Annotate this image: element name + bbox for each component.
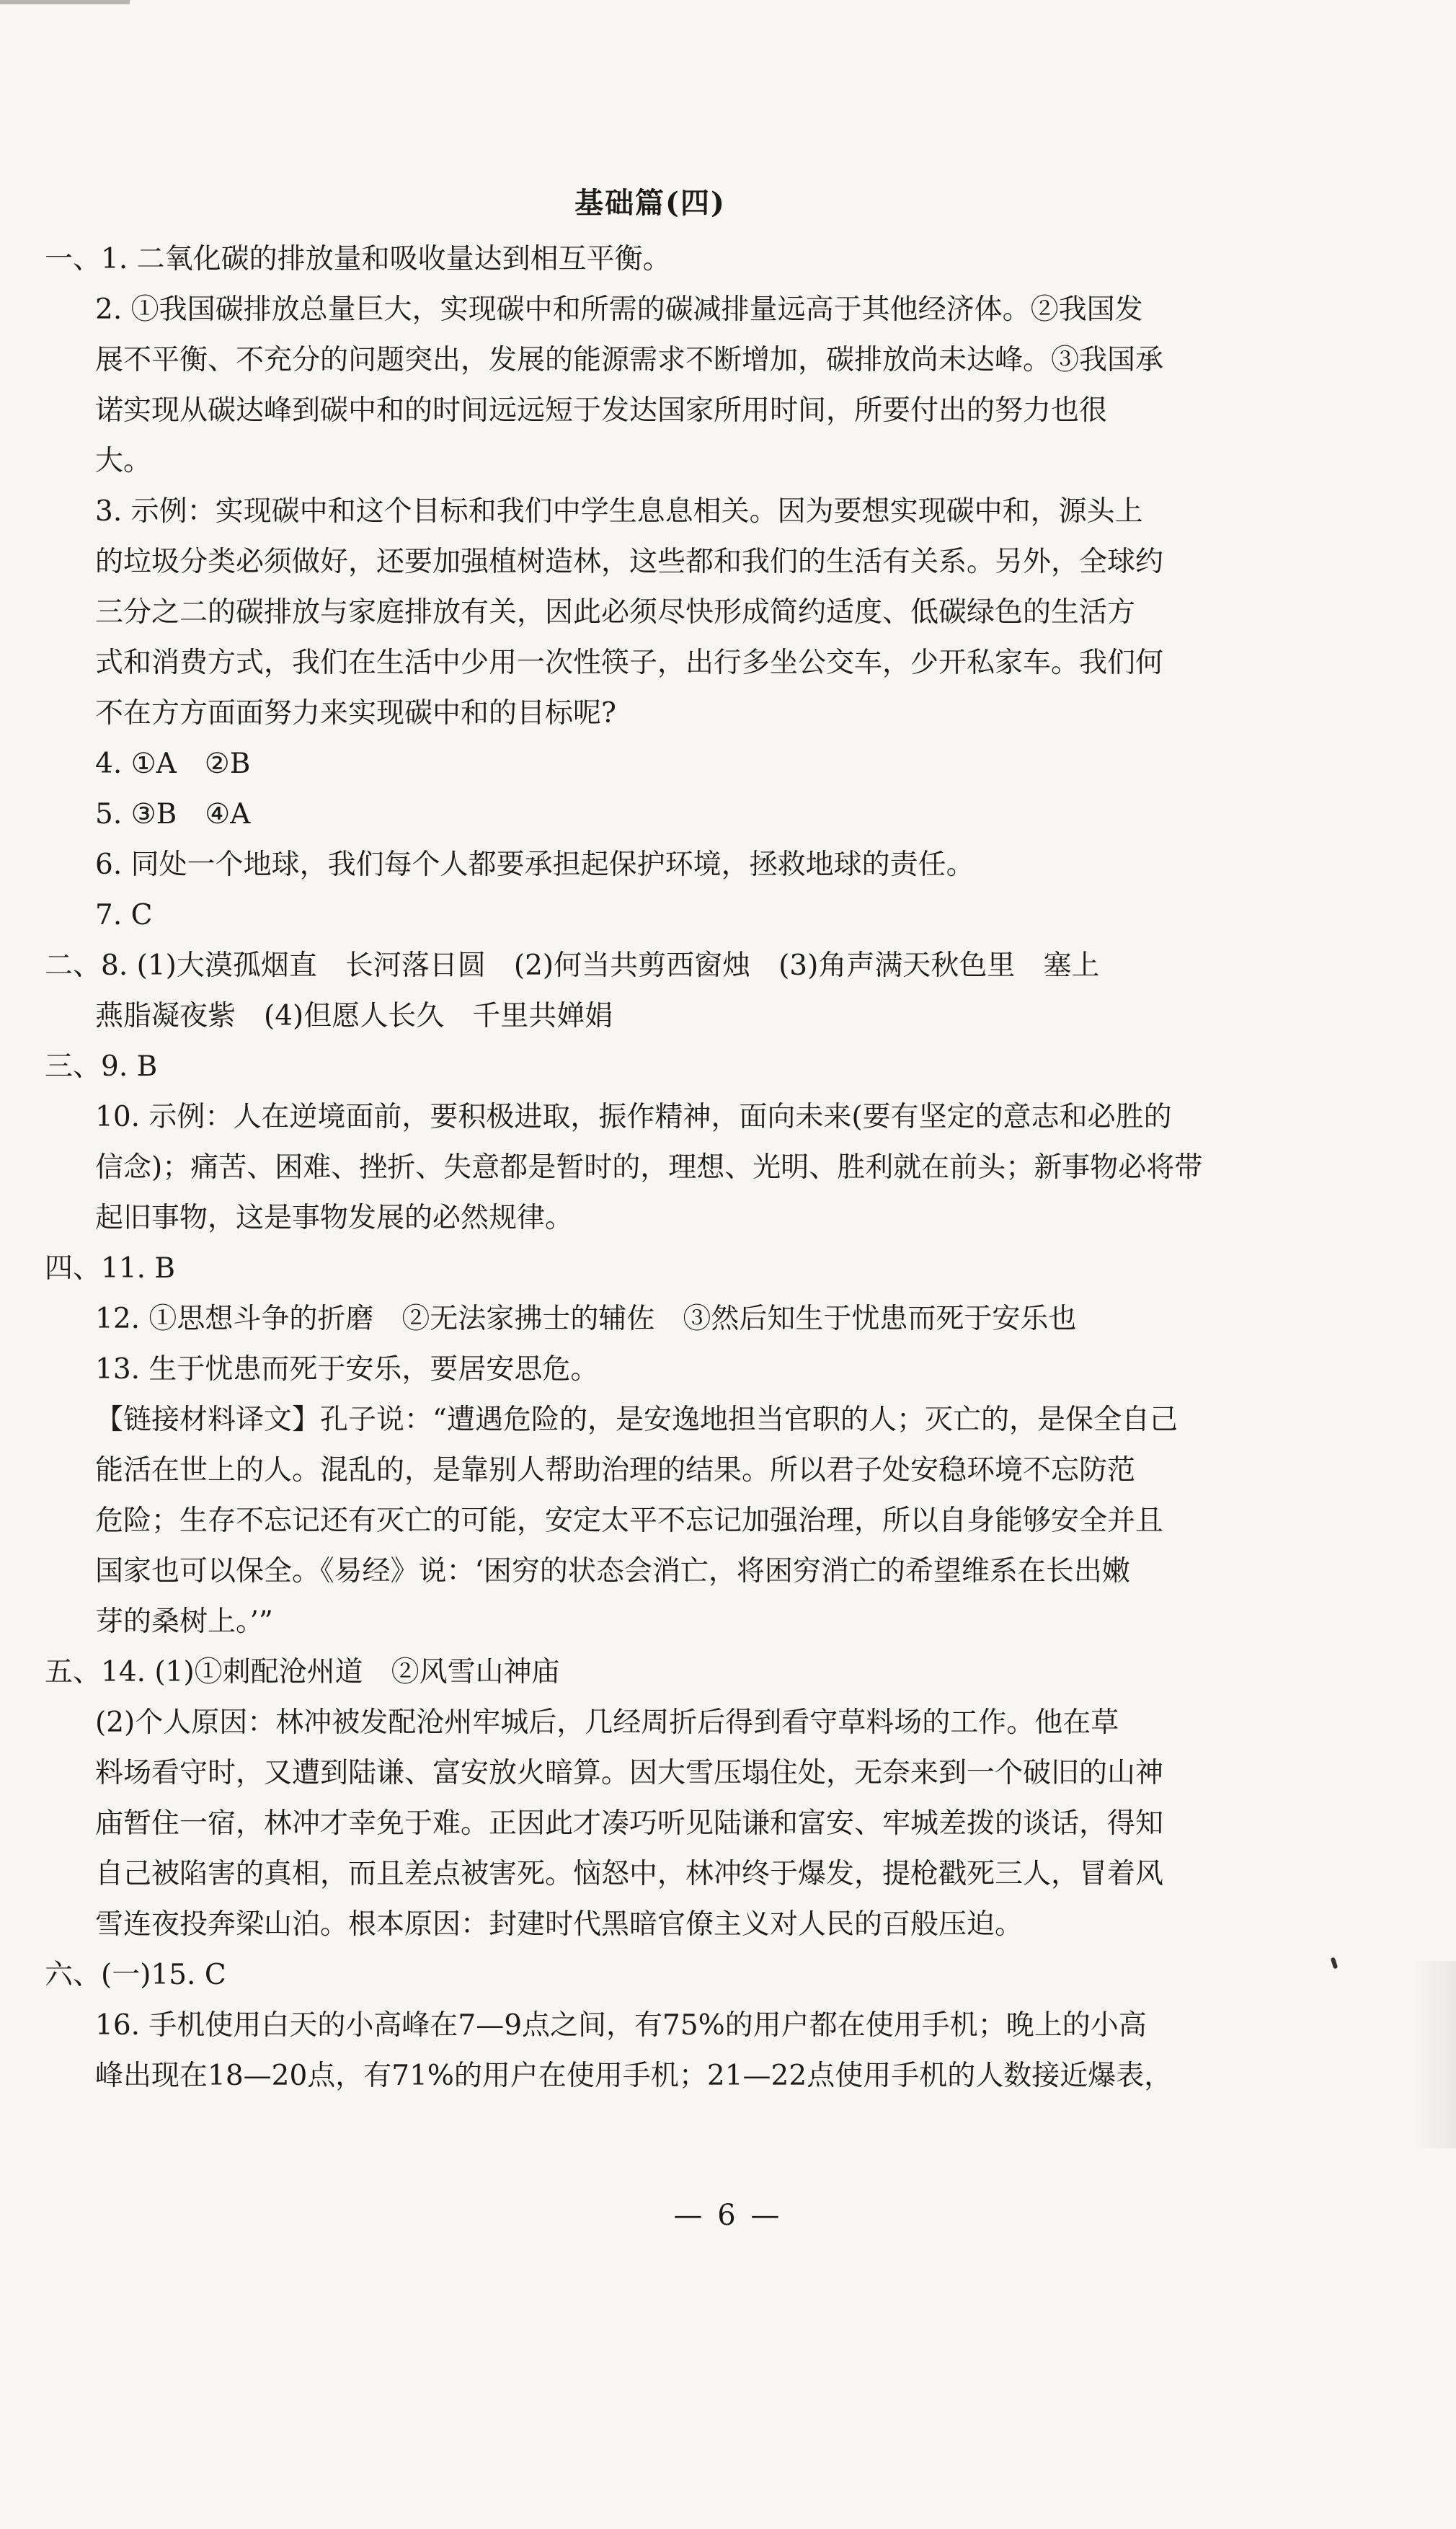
answer-line: 大。 xyxy=(95,445,152,477)
answer-line: 能活在世上的人。混乱的，是靠别人帮助治理的结果。所以君子处安稳环境不忘防范 xyxy=(95,1454,1136,1487)
answer-line: 五、14. (1)①刺配沧州道 ②风雪山神庙 xyxy=(45,1656,560,1688)
answer-line: 12. ①思想斗争的折磨 ②无法家拂士的辅佐 ③然后知生于忧患而死于安乐也 xyxy=(95,1303,1077,1335)
answer-line: 【链接材料译文】孔子说：“遭遇危险的，是安逸地担当官职的人；灭亡的，是保全自己 xyxy=(95,1404,1178,1436)
answer-line: 诺实现从碳达峰到碳中和的时间远远短于发达国家所用时间，所要付出的努力也很 xyxy=(95,394,1108,427)
answer-line: 6. 同处一个地球，我们每个人都要承担起保护环境，拯救地球的责任。 xyxy=(95,849,975,881)
answer-line: 芽的桑树上。’” xyxy=(95,1605,273,1638)
answer-line: (2)个人原因：林冲被发配沧州牢城后，几经周折后得到看守草料场的工作。他在草 xyxy=(95,1706,1119,1739)
answer-line: 16. 手机使用白天的小高峰在7—9点之间，有75%的用户都在使用手机；晚上的小高 xyxy=(95,2009,1147,2042)
answer-line: 燕脂凝夜紫 (4)但愿人长久 千里共婵娟 xyxy=(95,1000,613,1032)
answer-line: 5. ③B ④A xyxy=(95,798,251,831)
answer-line: 不在方方面面努力来实现碳中和的目标呢? xyxy=(95,697,616,730)
answer-line: 料场看守时，又遭到陆谦、富安放火暗算。因大雪压塌住处，无奈来到一个破旧的山神 xyxy=(95,1757,1164,1789)
answer-line: 4. ①A ②B xyxy=(95,748,251,780)
answer-line: 雪连夜投奔梁山泊。根本原因：封建时代黑暗官僚主义对人民的百般压迫。 xyxy=(95,1908,1024,1941)
answer-line: 峰出现在18—20点，有71%的用户在使用手机；21—22点使用手机的人数接近爆表， xyxy=(95,2060,1173,2092)
answer-line: 起旧事物，这是事物发展的必然规律。 xyxy=(95,1202,574,1234)
answer-line: 国家也可以保全。《易经》说：‘困穷的状态会消亡，将困穷消亡的希望维系在长出嫩 xyxy=(95,1555,1130,1587)
answer-page xyxy=(45,180,1256,2101)
answer-line: 式和消费方式，我们在生活中少用一次性筷子，出行多坐公交车，少开私家车。我们何 xyxy=(95,647,1164,679)
scan-shadow xyxy=(1413,1961,1456,2148)
page-title: 基础篇(四) xyxy=(574,186,726,220)
answer-line: 展不平衡、不充分的问题突出，发展的能源需求不断增加，碳排放尚未达峰。③我国承 xyxy=(95,344,1164,376)
answer-line: 3. 示例：实现碳中和这个目标和我们中学生息息相关。因为要想实现碳中和，源头上 xyxy=(95,495,1143,528)
answer-line: 六、(一)15. C xyxy=(45,1959,226,1991)
answer-line: 10. 示例：人在逆境面前，要积极进取，振作精神，面向未来(要有坚定的意志和必胜的 xyxy=(95,1101,1172,1133)
answer-line: 四、11. B xyxy=(45,1252,176,1285)
page-number: — 6 — xyxy=(673,2199,783,2232)
answer-line: 危险；生存不忘记还有灭亡的可能，安定太平不忘记加强治理，所以自身能够安全并且 xyxy=(95,1505,1164,1537)
answer-line: 一、1. 二氧化碳的排放量和吸收量达到相互平衡。 xyxy=(45,243,671,275)
answer-line: 的垃圾分类必须做好，还要加强植树造林，这些都和我们的生活有关系。另外，全球约 xyxy=(95,546,1164,578)
answer-line: 二、8. (1)大漠孤烟直 长河落日圆 (2)何当共剪西窗烛 (3)角声满天秋色里 塞上 xyxy=(45,949,1100,982)
answer-line: 13. 生于忧患而死于安乐，要居安思危。 xyxy=(95,1353,599,1386)
answer-line: 三分之二的碳排放与家庭排放有关，因此必须尽快形成简约适度、低碳绿色的生活方 xyxy=(95,596,1136,629)
answer-line: 三、9. B xyxy=(45,1050,158,1083)
scan-edge-mark xyxy=(0,0,130,4)
answer-line: 2. ①我国碳排放总量巨大，实现碳中和所需的碳减排量远高于其他经济体。②我国发 xyxy=(95,293,1143,326)
answer-line: 7. C xyxy=(95,899,153,931)
answer-line: 庙暂住一宿，林冲才幸免于难。正因此才凑巧听见陆谦和富安、牢城差拨的谈话，得知 xyxy=(95,1807,1164,1840)
scan-speck xyxy=(1331,1957,1339,1969)
answer-line: 信念)；痛苦、困难、挫折、失意都是暂时的，理想、光明、胜利就在前头；新事物必将带 xyxy=(95,1151,1203,1184)
answer-line: 自己被陷害的真相，而且差点被害死。恼怒中，林冲终于爆发，提枪戳死三人，冒着风 xyxy=(95,1858,1164,1890)
